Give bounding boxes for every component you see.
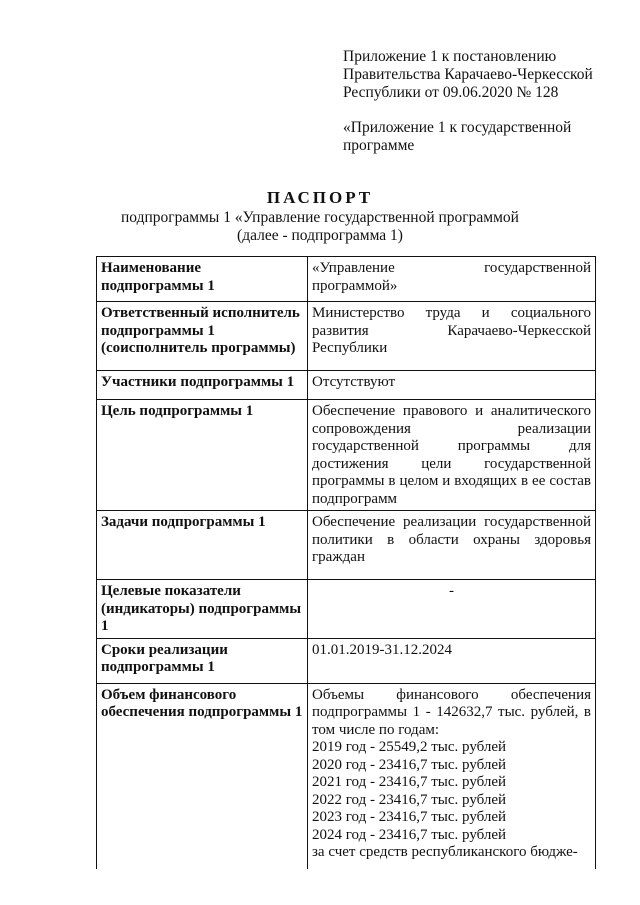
appendix-line: Республики от 09.06.2020 № 128 (343, 84, 559, 101)
appendix-gap (343, 102, 633, 119)
row-label: Задачи подпрограммы 1 (97, 511, 308, 580)
table-row (97, 511, 596, 580)
row-value: Обеспечение правового и аналитического сопровождения реализации государственной программы для достижения цели государственной программы в целом и входящих в ее состав подпрограмм (308, 400, 596, 511)
row-label: Ответственный исполнитель подпрограммы 1 (соисполнитель программы) (97, 302, 308, 371)
row-label: Целевые показатели (индикаторы) подпрограммы 1 (97, 580, 308, 639)
table-row (97, 400, 596, 511)
row-value: 01.01.2019-31.12.2024 (308, 638, 596, 683)
financing-year-line: 2024 год - 23416,7 тыс. рублей (312, 826, 507, 843)
row-value-financing (308, 683, 596, 869)
title-block (0, 188, 640, 245)
table-row (97, 302, 596, 371)
row-label: Участники подпрограммы 1 (97, 371, 308, 400)
financing-year-line: 2023 год - 23416,7 тыс. рублей (312, 809, 507, 825)
financing-year-line: 2020 год - 23416,7 тыс. рублей (312, 756, 507, 773)
row-value: Отсутствуют (308, 371, 596, 400)
row-value: - (308, 580, 596, 639)
state-program-line: программе (343, 137, 415, 154)
passport-table (96, 256, 596, 869)
row-label: Сроки реализации подпрограммы 1 (97, 638, 308, 683)
row-value: Министерство труда и социального развития Карачаево-Черкесской Республики (308, 302, 596, 371)
table-row (97, 371, 596, 400)
appendix-line: Приложение 1 к постановлению (343, 48, 557, 65)
row-label: Цель подпрограммы 1 (97, 400, 308, 511)
table-row (97, 638, 596, 683)
document-title: ПАСПОРТ (266, 188, 374, 207)
financing-intro: Объемы финансового обеспечения подпрограммы 1 - 142632,7 тыс. рублей, в том числе по годам: (312, 686, 591, 738)
row-value: Обеспечение реализации государственной политики в области охраны здоровья граждан (308, 511, 596, 580)
table-row (97, 257, 596, 302)
row-value: «Управление государственной программой» (308, 257, 596, 302)
appendix-header (343, 48, 633, 155)
financing-tail: за счет средств республиканского бюдже- (312, 844, 578, 860)
row-label: Наименование подпрограммы 1 (97, 257, 308, 302)
row-label: Объем финансового обеспечения подпрограммы 1 (97, 683, 308, 869)
financing-year-line: 2022 год - 23416,7 тыс. рублей (312, 791, 507, 808)
table-row (97, 683, 596, 869)
financing-year-line: 2021 год - 23416,7 тыс. рублей (312, 774, 507, 790)
subtitle-line: (далее - подпрограмма 1) (237, 227, 403, 244)
document-subtitle (0, 209, 640, 245)
state-program-line: «Приложение 1 к государственной (343, 119, 572, 136)
financing-year-line: 2019 год - 25549,2 тыс. рублей (312, 739, 507, 755)
subtitle-line: подпрограммы 1 «Управление государственной программой (121, 209, 519, 226)
table-row (97, 580, 596, 639)
appendix-line: Правительства Карачаево-Черкесской (343, 66, 593, 83)
